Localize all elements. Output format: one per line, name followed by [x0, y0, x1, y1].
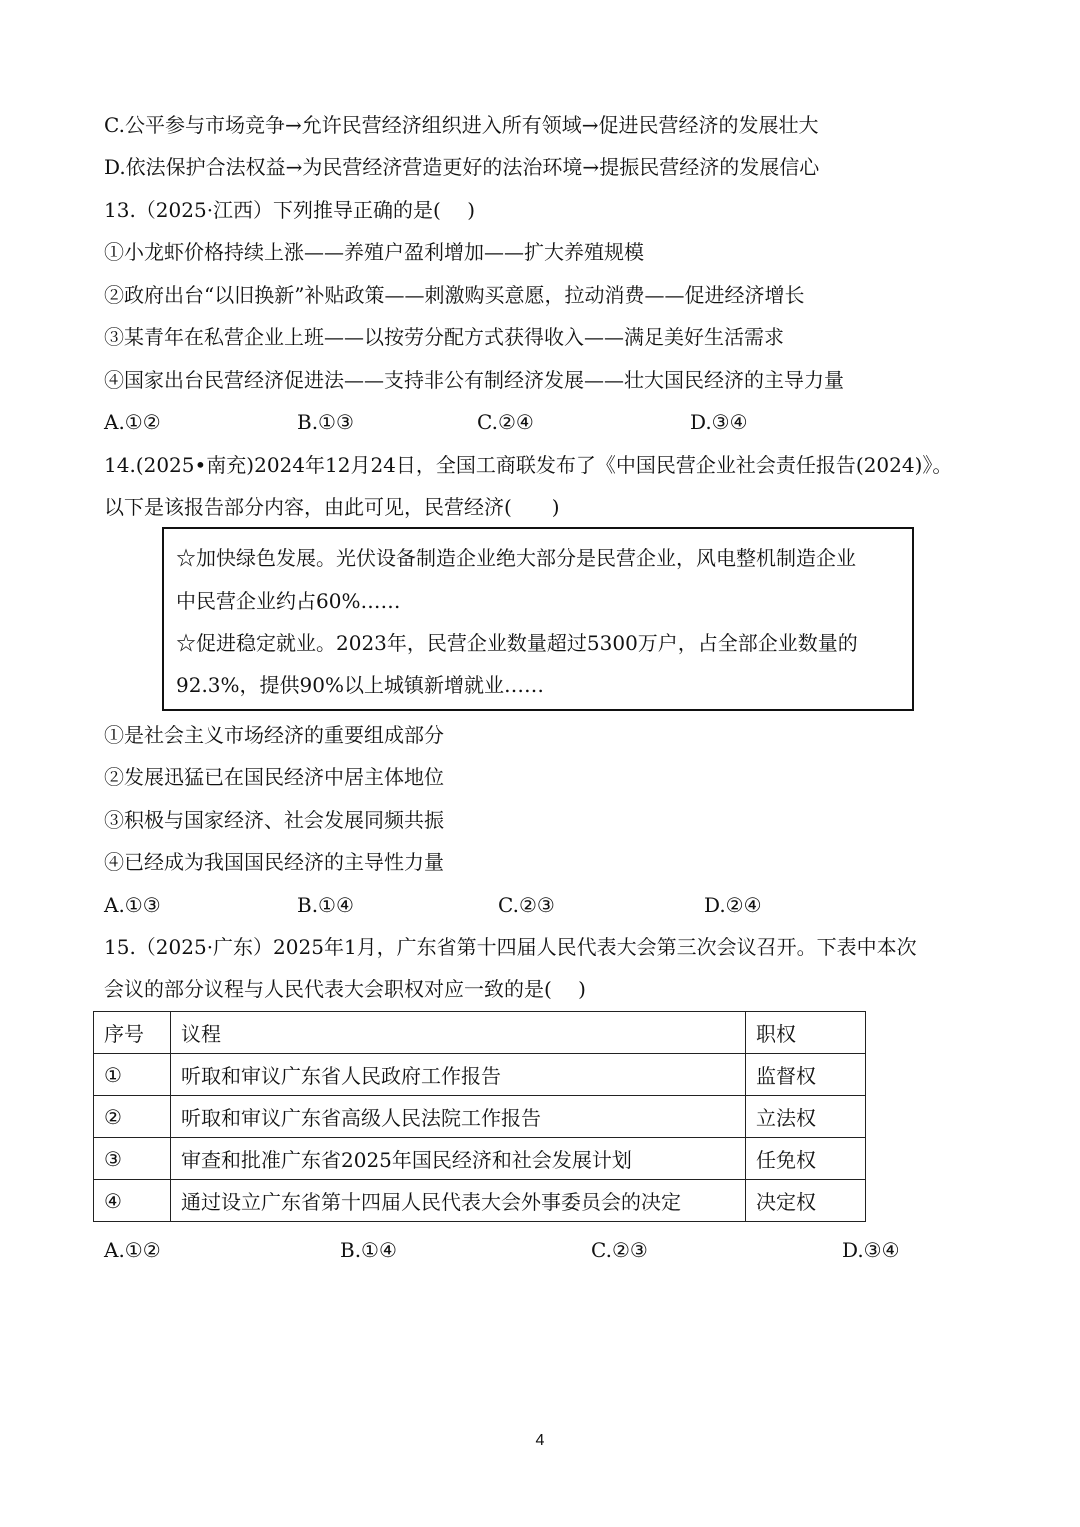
- q14-statement-2: ②发展迅猛已在国民经济中居主体地位: [104, 765, 444, 789]
- table-row: [94, 1054, 866, 1096]
- q13-statement-3: ③某青年在私营企业上班——以按劳分配方式获得收入——满足美好生活需求: [104, 325, 784, 349]
- q14-option-b: B.①④: [297, 893, 354, 917]
- q14-material-line-2: 中民营企业约占60%……: [176, 589, 401, 613]
- table-header-cell: 序号: [94, 1012, 171, 1054]
- table-cell: 听取和审议广东省人民政府工作报告: [171, 1054, 746, 1096]
- table-header-cell: 议程: [171, 1012, 746, 1054]
- q15-stem-line1: 15.（2025·广东）2025年1月，广东省第十四届人民代表大会第三次会议召开。下表中本次: [104, 935, 917, 959]
- q15-option-c: C.②③: [591, 1238, 648, 1262]
- table-row: [94, 1138, 866, 1180]
- table-cell: ④: [94, 1180, 171, 1222]
- table-cell: 任免权: [746, 1138, 866, 1180]
- table-cell: 通过设立广东省第十四届人民代表大会外事委员会的决定: [171, 1180, 746, 1222]
- table-cell: 决定权: [746, 1180, 866, 1222]
- table-row: [94, 1096, 866, 1138]
- q13-statement-2: ②政府出台“以旧换新”补贴政策——刺激购买意愿，拉动消费——促进经济增长: [104, 283, 805, 307]
- table-cell: ③: [94, 1138, 171, 1180]
- q12-option-c: C.公平参与市场竞争→允许民营经济组织进入所有领域→促进民营经济的发展壮大: [104, 113, 819, 137]
- q14-material-line-3: ☆促进稳定就业。2023年，民营企业数量超过5300万户，占全部企业数量的: [176, 631, 858, 655]
- q14-statement-4: ④已经成为我国国民经济的主导性力量: [104, 850, 444, 874]
- table-header-cell: 职权: [746, 1012, 866, 1054]
- table-cell: 立法权: [746, 1096, 866, 1138]
- q15-option-b: B.①④: [340, 1238, 397, 1262]
- q13-statement-1: ①小龙虾价格持续上涨——养殖户盈利增加——扩大养殖规模: [104, 240, 644, 264]
- q13-option-b: B.①③: [297, 410, 354, 434]
- page-number: 4: [535, 1432, 545, 1449]
- q14-statement-1: ①是社会主义市场经济的重要组成部分: [104, 723, 444, 747]
- q15-option-d: D.③④: [842, 1238, 900, 1262]
- q13-stem: 13.（2025·江西）下列推导正确的是( ): [104, 198, 476, 222]
- q14-material-line-1: ☆加快绿色发展。光伏设备制造企业绝大部分是民营企业，风电整机制造企业: [176, 546, 856, 570]
- q13-statement-4: ④国家出台民营经济促进法——支持非公有制经济发展——壮大国民经济的主导力量: [104, 368, 844, 392]
- q14-stem-line1: 14.(2025•南充)2024年12月24日，全国工商联发布了《中国民营企业社会责任报告(2024)》。: [104, 453, 953, 477]
- table-cell: 监督权: [746, 1054, 866, 1096]
- q14-option-c: C.②③: [498, 893, 555, 917]
- q14-material-box: [162, 527, 914, 711]
- q13-option-a: A.①②: [104, 410, 161, 434]
- q15-option-a: A.①②: [104, 1238, 161, 1262]
- q14-stem-line2: 以下是该报告部分内容，由此可见，民营经济( ): [104, 495, 560, 519]
- table-cell: ②: [94, 1096, 171, 1138]
- table-row: [94, 1180, 866, 1222]
- table-header-row: [94, 1012, 866, 1054]
- q12-option-d: D.依法保护合法权益→为民营经济营造更好的法治环境→提振民营经济的发展信心: [104, 155, 820, 179]
- q13-option-c: C.②④: [477, 410, 534, 434]
- table-cell: 审查和批准广东省2025年国民经济和社会发展计划: [171, 1138, 746, 1180]
- table-cell: 听取和审议广东省高级人民法院工作报告: [171, 1096, 746, 1138]
- q15-stem-line2: 会议的部分议程与人民代表大会职权对应一致的是( ): [104, 977, 586, 1001]
- q14-material-line-4: 92.3%，提供90%以上城镇新增就业……: [176, 673, 544, 697]
- q14-option-d: D.②④: [704, 893, 762, 917]
- table-cell: ①: [94, 1054, 171, 1096]
- q13-option-d: D.③④: [690, 410, 748, 434]
- q15-agenda-table: [93, 1011, 866, 1222]
- q14-statement-3: ③积极与国家经济、社会发展同频共振: [104, 808, 444, 832]
- q14-option-a: A.①③: [104, 893, 161, 917]
